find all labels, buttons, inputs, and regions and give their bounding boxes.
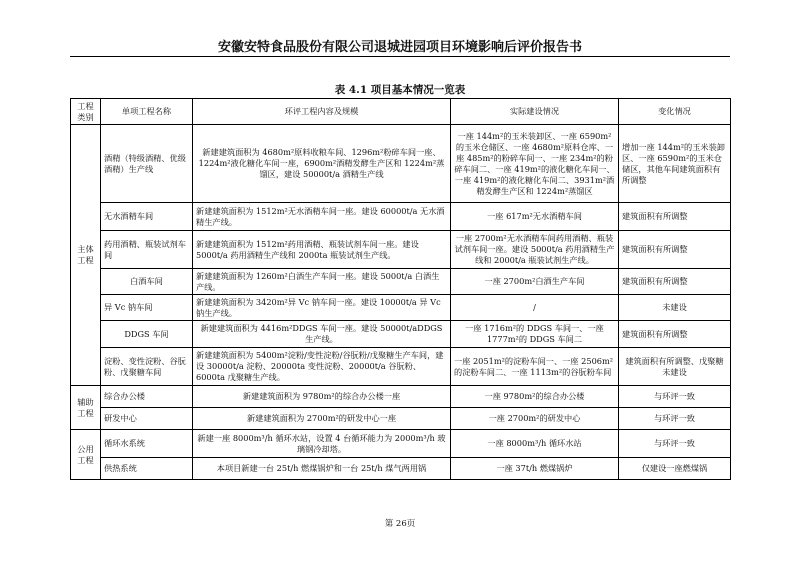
cell-name: 酒精（特级酒精、优级酒精）生产线: [101, 125, 193, 203]
table-row: [71, 458, 731, 480]
cell-change: 建筑面积有所调整: [619, 231, 731, 269]
table-row: [71, 269, 731, 295]
cell-actual: 一座 2700m²无水酒精车间药用酒精、瓶装试剂车间一座。建设 5000t/a 药用酒精生产线和 2000t/a 瓶装试剂生产线。: [451, 231, 619, 269]
cell-name: 异 Vc 钠车间: [101, 295, 193, 321]
cell-actual: 一座 617m²无水酒精车间: [451, 203, 619, 231]
cell-actual: 一座 1716m²的 DDGS 车间一、一座 1777m²的 DDGS 车间二: [451, 321, 619, 348]
page-header: 安徽安特食品股份有限公司退城进园项目环境影响后评价报告书: [217, 40, 582, 55]
cell-eia: 新建建筑面积为 9780m²的综合办公楼一座: [193, 386, 451, 408]
cell-name: 循环水系统: [101, 430, 193, 458]
cell-eia: 本项目新建一台 25t/h 燃煤锅炉和一台 25t/h 煤气两用锅: [193, 458, 451, 480]
cell-name: 药用酒精、瓶装试剂车间: [101, 231, 193, 269]
group-label-aux: 辅助工程: [71, 386, 101, 430]
column-header-name: 单项工程名称: [101, 99, 193, 125]
cell-change: 建筑面积有所调整: [619, 269, 731, 295]
cell-actual: 一座 2051m²的淀粉车间一、一座 2506m²的淀粉车间二、一座 1113m²的谷朊粉车间: [451, 348, 619, 386]
group-label-util: 公用工程: [71, 430, 101, 480]
column-header-change: 变化情况: [619, 99, 731, 125]
cell-name: 综合办公楼: [101, 386, 193, 408]
cell-name: 供热系统: [101, 458, 193, 480]
cell-eia: 新建建筑面积为 4680m²原料收粮车间、1296m²粉碎车间一座、1224m²液化糖化车间一座，6900m²酒精发酵生产区和 1224m²蒸馏区，建设 50000t/a 酒精生产线: [193, 125, 451, 203]
cell-actual: 一座 2700m²的研发中心: [451, 408, 619, 430]
cell-change: 建筑面积有所调整: [619, 321, 731, 348]
cell-name: DDGS 车间: [101, 321, 193, 348]
table-row: [71, 231, 731, 269]
cell-name: 白酒车间: [101, 269, 193, 295]
table-row: [71, 295, 731, 321]
table-row: [71, 408, 731, 430]
cell-actual: 一座 8000m³/h 循环水站: [451, 430, 619, 458]
page-number: 第 26页: [384, 519, 416, 529]
cell-change: 与环评一致: [619, 408, 731, 430]
group-label-main: 主体工程: [71, 125, 101, 386]
column-header-actual: 实际建设情况: [451, 99, 619, 125]
column-header-category: 工程类别: [71, 99, 101, 125]
cell-change: 增加一座 144m²的玉米装卸区、一座 6590m²的玉米仓储区，其他车间建筑面积有所调整: [619, 125, 731, 203]
cell-eia: 新建建筑面积为 2700m²的研发中心一座: [193, 408, 451, 430]
table-row: [71, 348, 731, 386]
table-row: [71, 125, 731, 203]
cell-actual: 一座 144m²的玉米装卸区、一座 6590m²的玉米仓储区、一座 4680m²原料仓库、一座 485m²的粉碎车间一、一座 234m²的粉碎车间二、一座 419m²的液化糖化车间一、一座 419m²的液化糖化车间二、3931m²酒精发酵生产区和 1224m²蒸馏区: [451, 125, 619, 203]
cell-actual: 一座 37t/h 燃煤锅炉: [451, 458, 619, 480]
cell-actual: /: [451, 295, 619, 321]
cell-eia: 新建建筑面积为 1512m²药用酒精、瓶装试剂车间一座。建设 5000t/a 药用酒精生产线和 2000ta 瓶装试剂生产线。: [193, 231, 451, 269]
cell-name: 研发中心: [101, 408, 193, 430]
table-caption: 表 4.1 项目基本情况一览表: [334, 84, 466, 96]
cell-change: 仅建设一座燃煤锅: [619, 458, 731, 480]
cell-change: 与环评一致: [619, 386, 731, 408]
table-row: [71, 203, 731, 231]
cell-eia: 新建一座 8000m³/h 循环水站，设置 4 台循环能力为 2000m³/h 玻璃钢冷却塔。: [193, 430, 451, 458]
column-header-eia-content: 环评工程内容及规模: [193, 99, 451, 125]
cell-change: 建筑面积有所调整: [619, 203, 731, 231]
cell-name: 淀粉、变性淀粉、谷朊粉、戊聚糖车间: [101, 348, 193, 386]
cell-eia: 新建建筑面积为 1512m²无水酒精车间一座。建设 60000t/a 无水酒精生产线。: [193, 203, 451, 231]
cell-change: 与环评一致: [619, 430, 731, 458]
table-row: [71, 321, 731, 348]
cell-actual: 一座 9780m²的综合办公楼: [451, 386, 619, 408]
cell-eia: 新建建筑面积为 3420m²异 Vc 钠车间一座。建设 10000t/a 异 Vc 钠生产线。: [193, 295, 451, 321]
cell-change: 未建设: [619, 295, 731, 321]
project-basic-info-table: [70, 98, 731, 480]
cell-actual: 一座 2700m²白酒生产车间: [451, 269, 619, 295]
cell-eia: 新建建筑面积为 1260m²白酒生产车间一座。建设 5000t/a 白酒生产线。: [193, 269, 451, 295]
table-row: [71, 386, 731, 408]
table-header-row: [71, 99, 731, 125]
cell-eia: 新建建筑面积为 4416m²DDGS 车间一座。建设 50000t/aDDGS 生产线。: [193, 321, 451, 348]
cell-change: 建筑面积有所调整、戊聚糖未建设: [619, 348, 731, 386]
table-row: [71, 430, 731, 458]
header-rule: [70, 56, 730, 57]
cell-name: 无水酒精车间: [101, 203, 193, 231]
cell-eia: 新建建筑面积为 5400m²淀粉/变性淀粉/谷朊粉/戊聚糖生产车间，建设 30000t/a 淀粉、20000ta 变性淀粉、20000t/a 谷朊粉、6000ta 戊聚糖生产线。: [193, 348, 451, 386]
